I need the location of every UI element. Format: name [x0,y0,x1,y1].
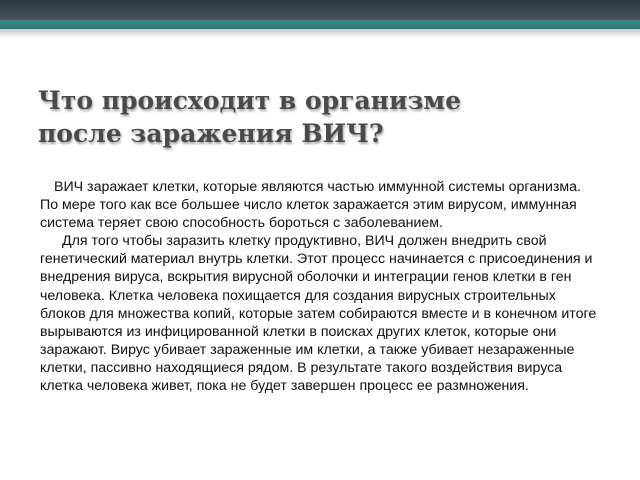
header-band-dark [0,0,640,20]
header-band-accent [0,20,640,29]
slide-body [40,178,602,395]
body-paragraph-1: ВИЧ заражает клетки, которые являются частью иммунной системы организма. По мере того как все большее число клеток заражается этим вирусом, иммунная система теряет свою способность бороться с заболеванием. [40,179,581,232]
body-paragraph-2: Для того чтобы заразить клетку продуктивно, ВИЧ должен внедрить свой генетический материал внутрь клетки. Этот процесс начинается с присоединения и внедрения вируса, вскрытия вирусной оболочки и интеграции генов клетки в ген человека. Клетка человека похищается для создания вирусных строительных блоков для множества копий, которые затем собираются вместе и в конечном итоге вырываются из инфицированной клетки в поисках других клеток, которые они заражают. Вирус убивает зараженные им клетки, а также убивает незараженные клетки, пассивно находящиеся рядом. В результате такого воздействия вируса клетка человека живет, пока не будет завершен процесс ее размножения. [40,233,597,395]
slide-title: Что происходит в организме после заражения ВИЧ? [38,86,462,148]
header-band-shadow [0,29,640,38]
